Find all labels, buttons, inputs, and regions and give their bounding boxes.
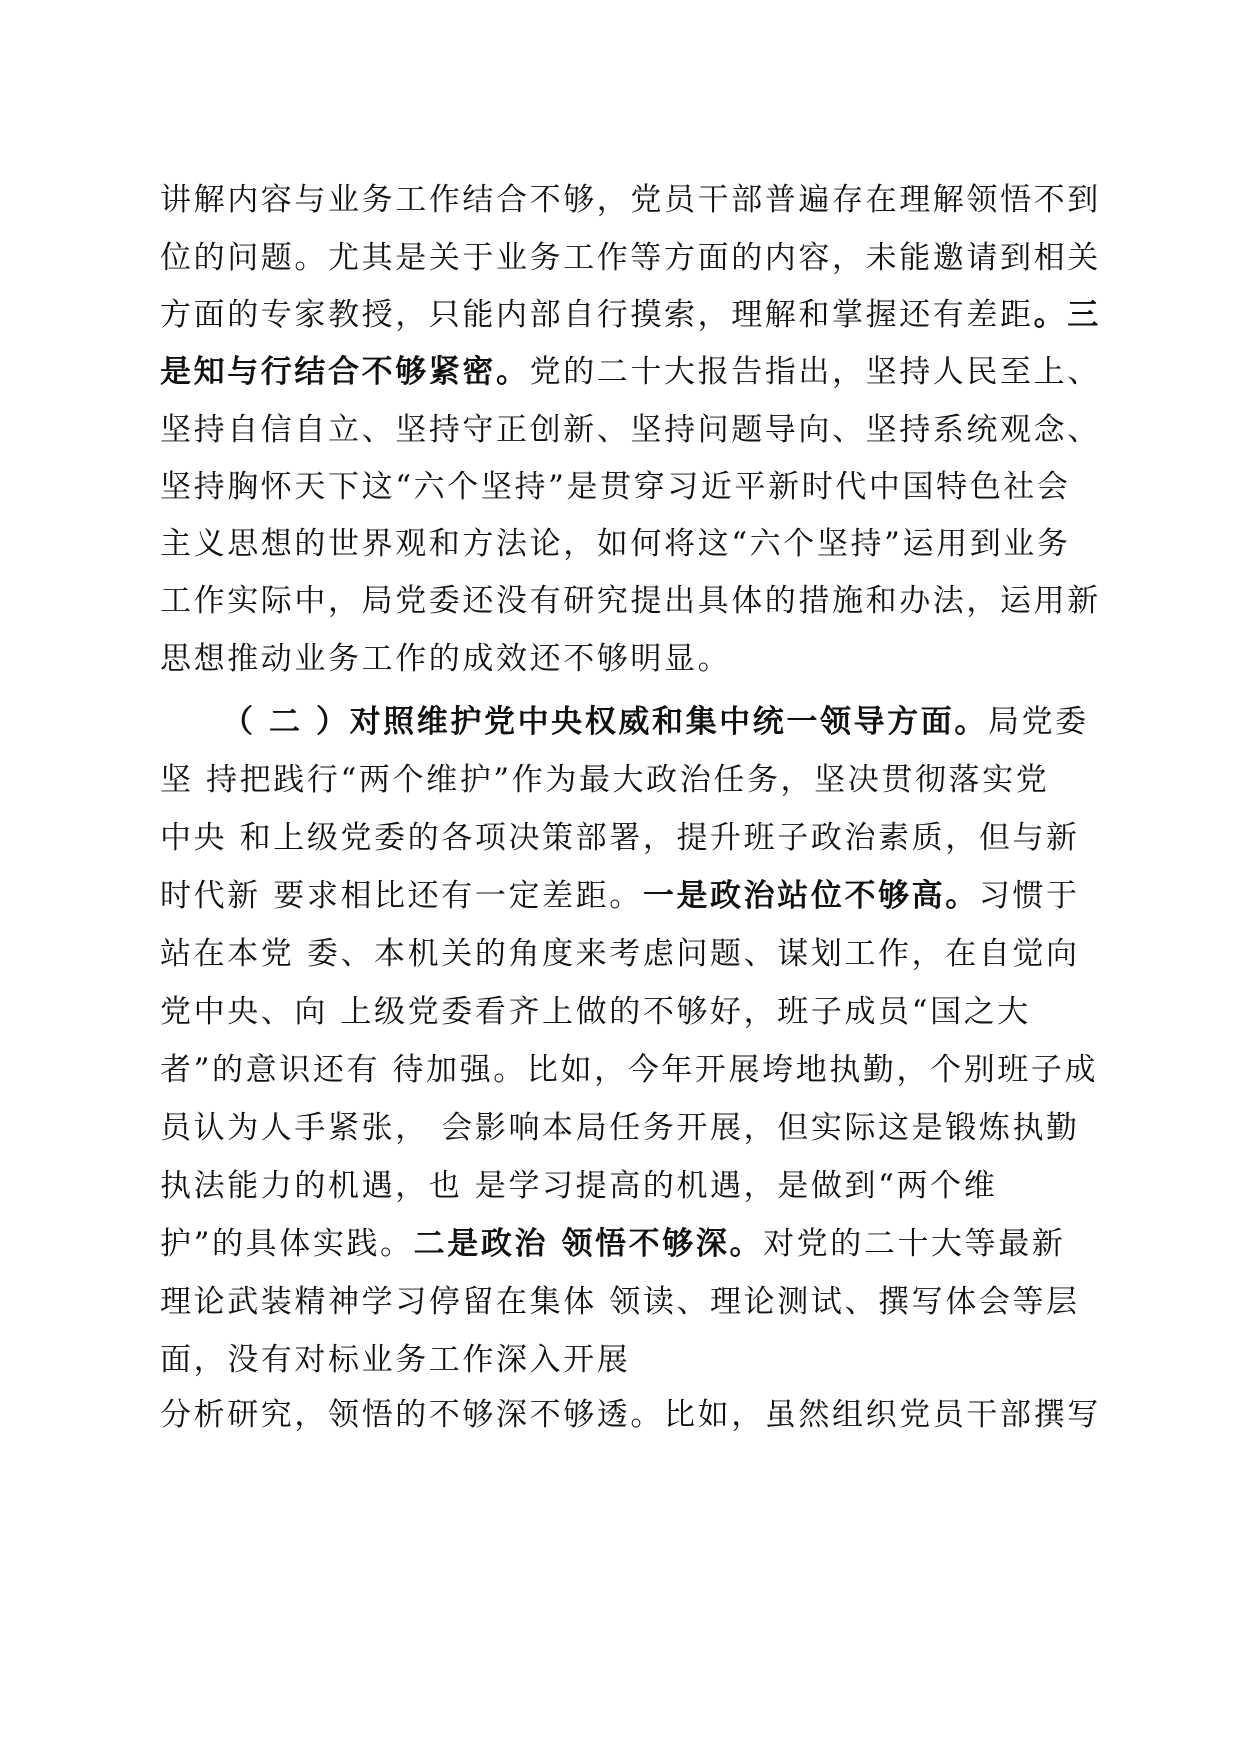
text-run: 站在本党 委、本机关的角度来考虑问题、谋划工作，在自觉向 <box>160 936 1080 972</box>
text-run: 者”的意识还有 待加强。比如，今年开展垮地执勤，个别班子成 <box>160 1052 1099 1088</box>
text-line <box>160 1108 1080 1148</box>
text-line <box>160 1395 1101 1435</box>
section-heading-line <box>222 702 1089 742</box>
text-run: 坚持胸怀天下这“六个坚持”是贯穿习近平新时代中国特色社会 <box>160 469 1071 505</box>
bold-text-run: 二是政治 领悟不够深。 <box>413 1226 764 1262</box>
text-line <box>160 1050 1098 1090</box>
text-line <box>160 467 1071 507</box>
bold-text-run: 一是政治站位不够高。 <box>642 878 979 914</box>
text-run: 坚 持把践行“两个维护”作为最大政治任务，坚决贯彻落实党 <box>160 762 1050 798</box>
text-line <box>160 639 731 679</box>
text-run: 理论武装精神学习停留在集体 领读、理论测试、撰写体会等层 <box>160 1284 1080 1320</box>
text-line <box>160 238 1101 278</box>
bold-text-run: 。三 <box>1033 297 1101 333</box>
text-line <box>160 876 1080 916</box>
text-line <box>160 992 1031 1032</box>
text-line <box>160 760 1049 800</box>
text-line <box>160 524 1071 564</box>
text-run: 时代新 要求相比还有一定差距。 <box>160 878 643 914</box>
text-run: 中央 和上级党委的各项决策部署，提升班子政治素质，但与新 <box>160 820 1080 856</box>
text-run: 执法能力的机遇，也 是学习提高的机遇，是做到“两个维 <box>160 1168 998 1204</box>
text-run: 面，没有对标业务工作深入开展 <box>160 1342 631 1378</box>
text-run: 坚持自信自立、坚持守正创新、坚持问题导向、坚持系统观念、 <box>160 412 1101 448</box>
text-run: 员认为人手紧张， 会影响本局任务开展，但实际这是锻炼执勤 <box>160 1110 1080 1146</box>
text-run: 对党的二十大等最新 <box>763 1226 1066 1262</box>
text-line <box>160 1282 1080 1322</box>
text-run: 分析研究，领悟的不够深不够透。比如，虽然组织党员干部撰写 <box>160 1397 1101 1433</box>
text-run: 党中央、向 上级党委看齐上做的不够好，班子成员“国之大 <box>160 994 1031 1030</box>
text-run: 党的二十大报告指出，坚持人民至上、 <box>529 354 1101 390</box>
text-run: 局党委 <box>987 704 1089 740</box>
text-run: 方面的专家教授，只能内部自行摸索，理解和掌握还有差距 <box>160 297 1034 333</box>
text-run: 主义思想的世界观和方法论，如何将这“六个坚持”运用到业务 <box>160 526 1071 562</box>
text-line <box>160 410 1101 450</box>
text-line <box>160 581 1101 621</box>
text-line <box>160 1340 630 1380</box>
text-run: 讲解内容与业务工作结合不够，党员干部普遍存在理解领悟不到 <box>160 182 1101 218</box>
text-line <box>160 934 1080 974</box>
text-line <box>160 1166 997 1206</box>
text-run: 位的问题。尤其是关于业务工作等方面的内容，未能邀请到相关 <box>160 240 1101 276</box>
text-line <box>160 295 1101 335</box>
text-run: 思想推动业务工作的成效还不够明显。 <box>160 641 732 677</box>
text-line <box>160 352 1101 392</box>
text-line <box>160 180 1101 220</box>
text-line <box>160 818 1080 858</box>
text-run: 工作实际中，局党委还没有研究提出具体的措施和办法，运用新 <box>160 583 1101 619</box>
bold-text-run: 是知与行结合不够紧密。 <box>160 354 530 390</box>
text-run: 习惯于 <box>978 878 1080 914</box>
text-run: 护”的具体实践。 <box>160 1226 414 1262</box>
text-line <box>160 1224 1065 1264</box>
section-heading: （ 二 ）对照维护党中央权威和集中统一领导方面。 <box>222 704 988 740</box>
